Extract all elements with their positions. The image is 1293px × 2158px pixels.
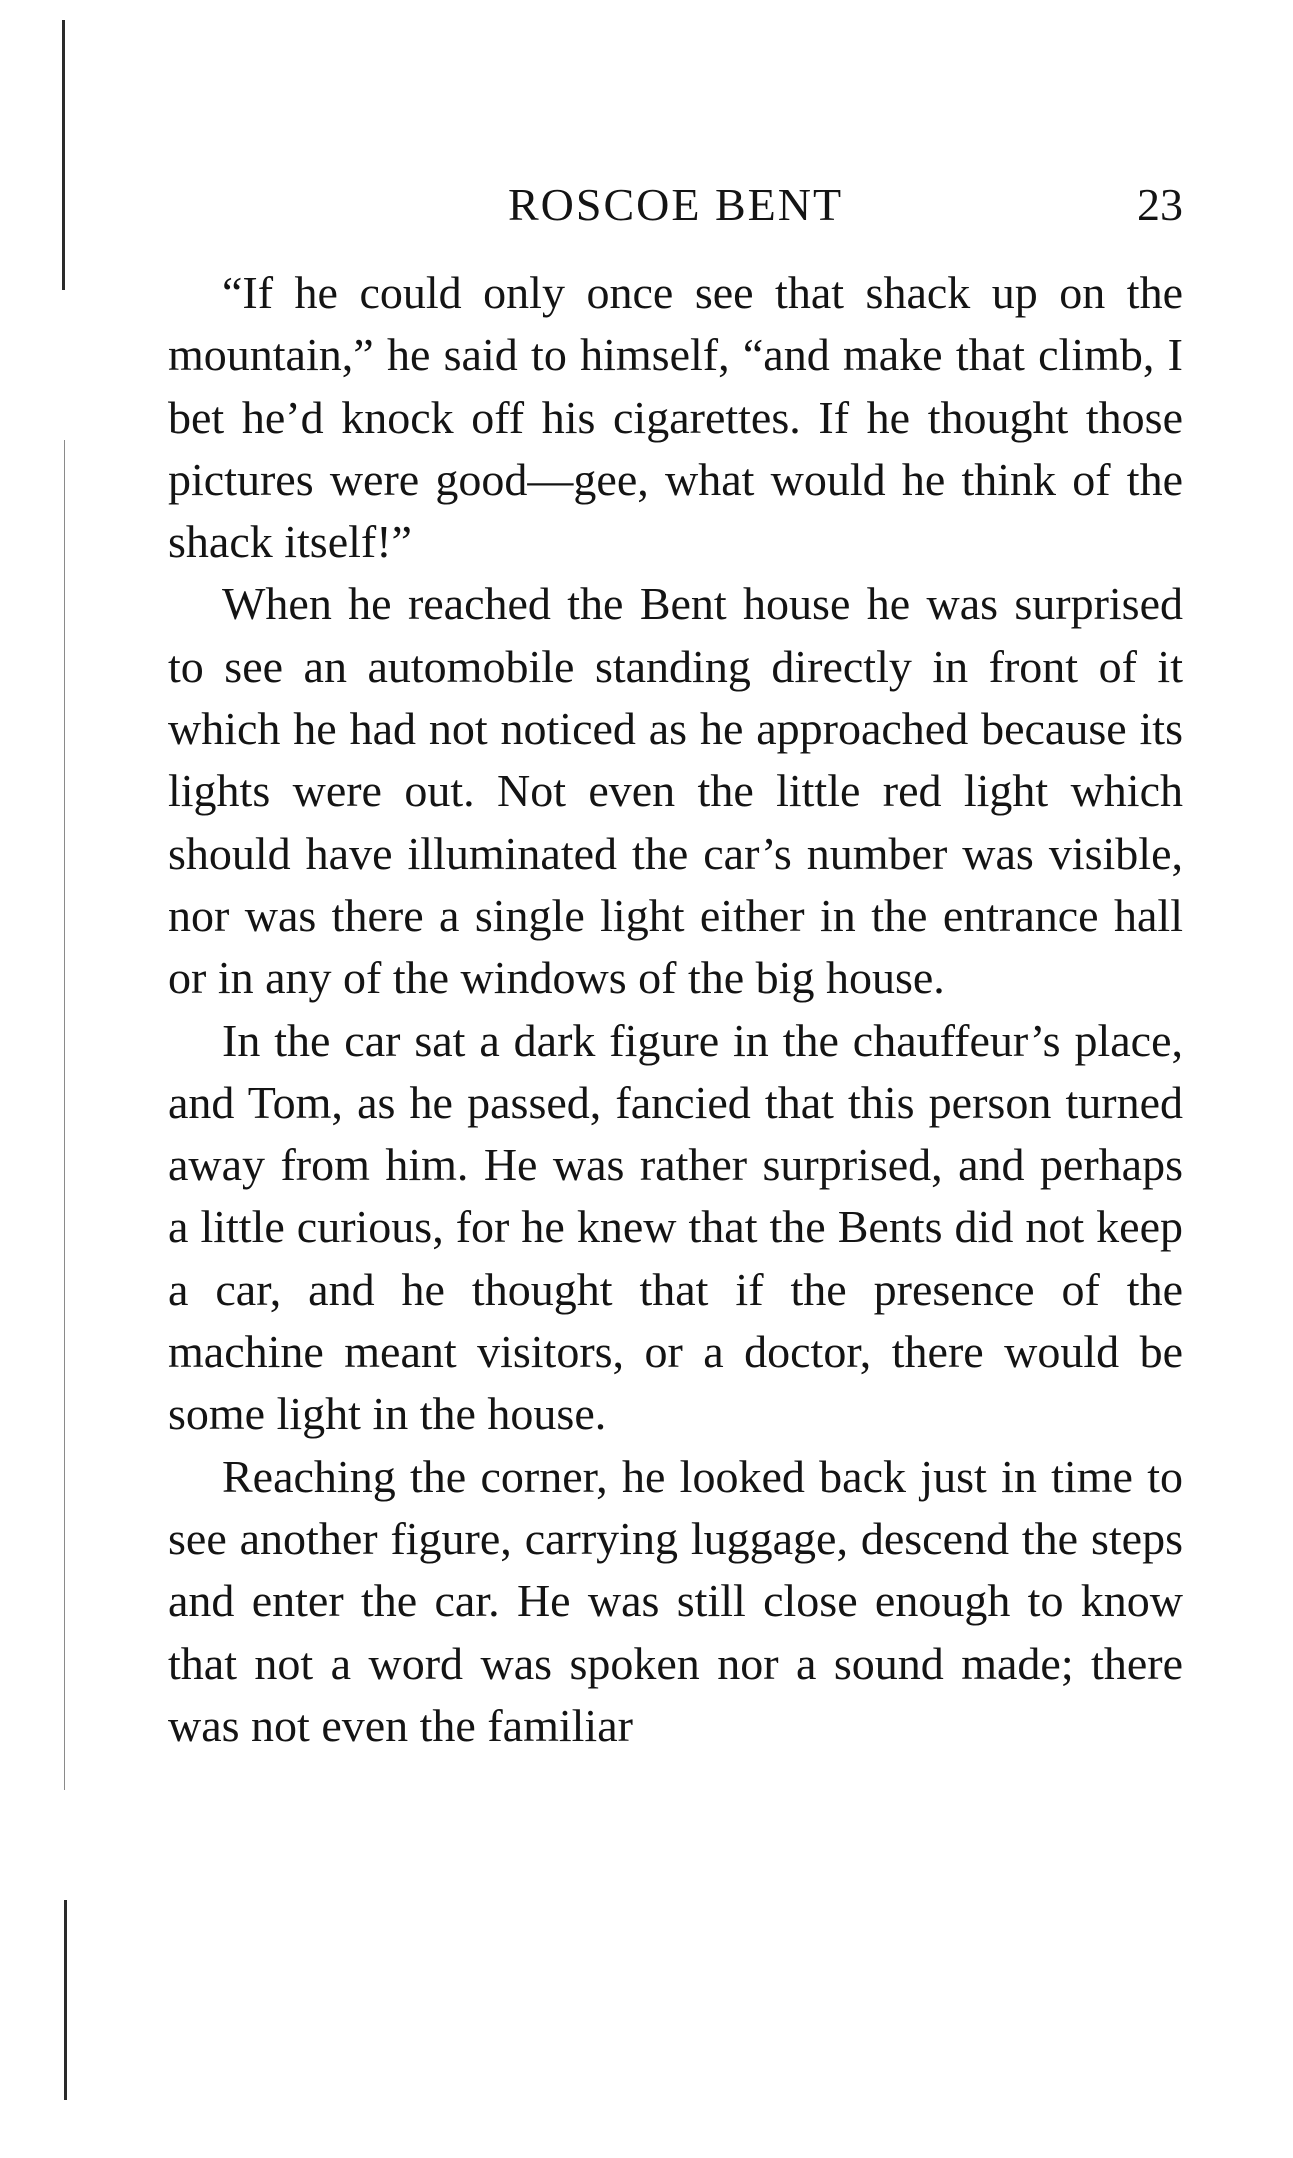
running-head: ROSCOE BENT	[507, 179, 844, 230]
body-text	[168, 262, 1183, 1757]
page-header	[168, 175, 1183, 235]
page-number: 23	[1137, 179, 1183, 230]
paragraph-2: When he reached the Bent house he was surprised to see an automobile standing directly in front of it which he had not noticed as he approached because its lights were out. Not even the little red light which should have illuminated the car’s number was visible, nor was there a single light either in the entrance hall or in any of the windows of the big house.	[168, 578, 1183, 1004]
paragraph-4: Reaching the corner, he looked back just in time to see another figure, carrying luggage, descend the steps and enter the car. He was still close enough to know that not a word was spoken nor a sound made; there was not even the familiar	[168, 1450, 1183, 1751]
paragraph-1: “If he could only once see that shack up on the mountain,” he said to himself, “and make that climb, I bet he’d knock off his cigarettes. If he thought those pictures were good—gee, what would he think of the shack itself!”	[168, 267, 1183, 568]
gutter-line-middle	[64, 440, 65, 1790]
gutter-line-bottom	[64, 1900, 67, 2100]
gutter-line-top	[62, 20, 65, 290]
paragraph-3: In the car sat a dark figure in the chauffeur’s place, and Tom, as he passed, fancied that this person turned away from him. He was rather surprised, and perhaps a little curious, for he knew that the Bents did not keep a car, and he thought that if the presence of the machine meant visitors, or a doctor, there would be some light in the house.	[168, 1014, 1183, 1440]
